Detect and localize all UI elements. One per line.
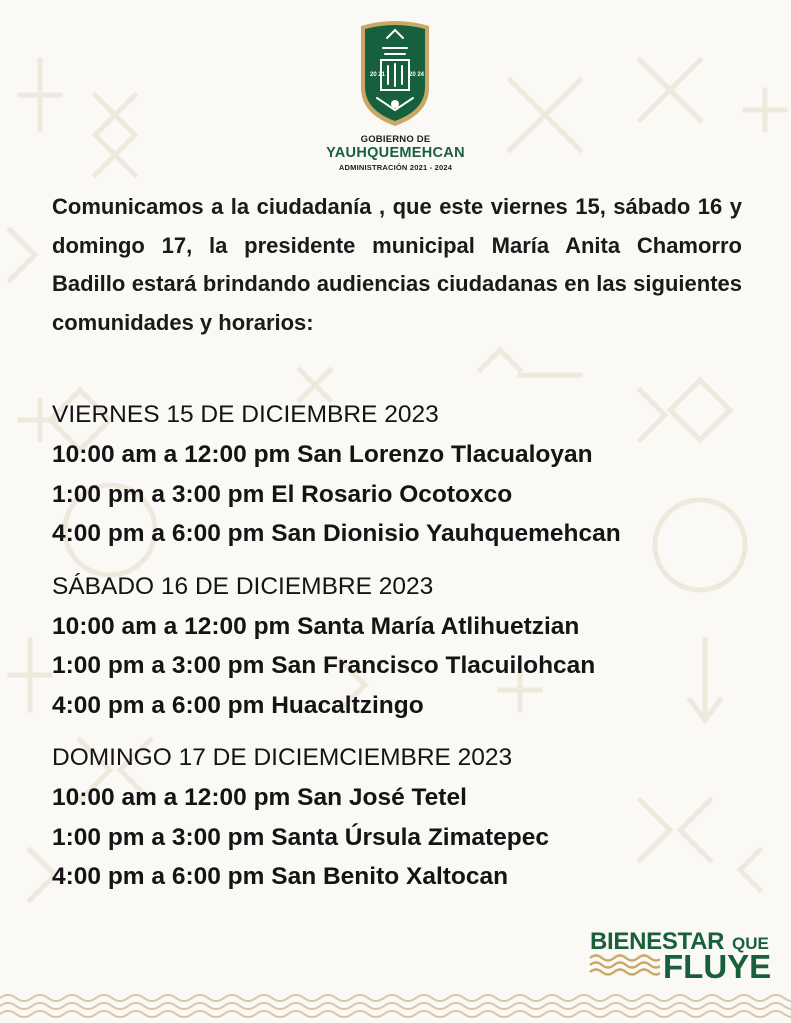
time-slot: 10:00 am a 12:00 pm Santa María Atlihuetzian [52, 612, 580, 640]
time-slot: 10:00 am a 12:00 pm San Lorenzo Tlacualoyan [52, 441, 593, 468]
logo-word-bienestar: BIENESTAR [590, 928, 725, 955]
day-title: VIERNES 15 DE DICIEMBRE 2023 [52, 401, 439, 428]
logo-word-que: QUE [732, 934, 769, 953]
time-slot: 4:00 pm a 6:00 pm San Benito Xaltocan [52, 863, 509, 890]
municipal-shield-logo [353, 18, 437, 128]
day-block-saturday [52, 567, 752, 726]
bienestar-que-fluye-logo [588, 928, 784, 984]
time-slot: 1:00 pm a 3:00 pm El Rosario Ocotoxco [52, 480, 513, 508]
header [0, 0, 791, 180]
day-block-sunday [52, 738, 752, 897]
time-slot: 1:00 pm a 3:00 pm Santa Úrsula Zimatepec [52, 823, 549, 851]
wave-icon [588, 952, 660, 980]
intro-paragraph: Comunicamos a la ciudadanía , que este viernes 15, sábado 16 y domingo 17, la presidente municipal María Anita Chamorro Badillo estará brindando audiencias ciudadanas en las siguientes comunidades y horarios: [52, 194, 742, 335]
bottom-wave-border [0, 990, 791, 1023]
time-slot: 10:00 am a 12:00 pm San José Tetel [52, 784, 467, 811]
gov-administration: ADMINISTRACIÓN 2021 - 2024 [338, 163, 453, 172]
logo-word-fluye: FLUYE [663, 948, 772, 985]
time-slot: 4:00 pm a 6:00 pm Huacaltzingo [52, 691, 424, 719]
gov-name: YAUHQUEMEHCAN [326, 145, 465, 161]
time-slot: 4:00 pm a 6:00 pm San Dionisio Yauhquemehcan [52, 520, 621, 547]
schedule [52, 395, 752, 910]
day-title: DOMINGO 17 DE DICIEMCIEMBRE 2023 [52, 744, 513, 771]
time-slot: 1:00 pm a 3:00 pm San Francisco Tlacuilohcan [52, 652, 596, 679]
gov-line-1: GOBIERNO DE [360, 134, 431, 145]
shield-year-left: 20 21 [370, 72, 386, 78]
shield-year-right: 20 24 [409, 72, 425, 78]
day-title: SÁBADO 16 DE DICIEMBRE 2023 [52, 572, 434, 600]
day-block-friday [52, 395, 752, 554]
